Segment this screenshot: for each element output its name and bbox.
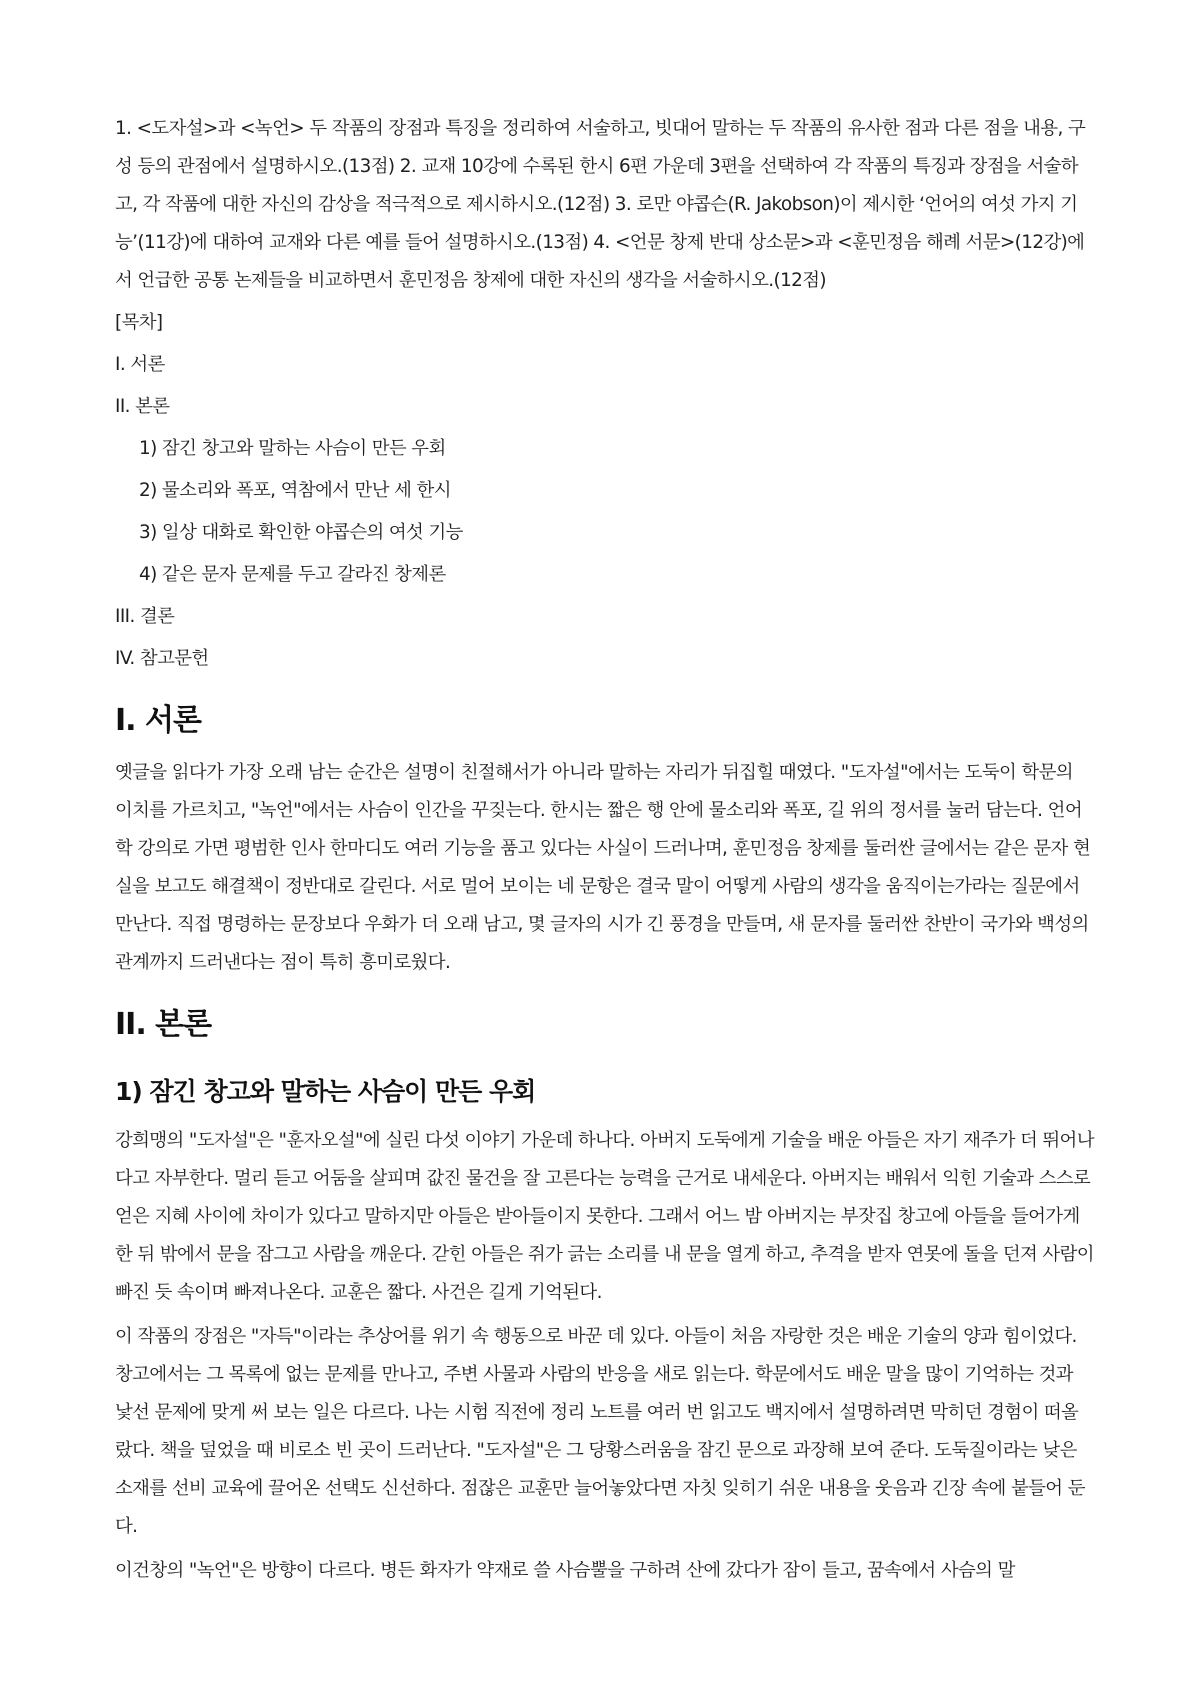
- toc-item-body-3: 3) 일상 대화로 확인한 야콥슨의 여섯 기능: [139, 522, 463, 543]
- toc-item-body-2: 2) 물소리와 폭포, 역참에서 만난 세 한시: [139, 480, 451, 501]
- assignment-questions: 1. <도자설>과 <녹언> 두 작품의 장점과 특징을 정리하여 서술하고, 빗대어 말하는 두 작품의 유사한 점과 다른 점을 내용, 구성 등의 관점에서 설명하시오.(13점) 2. 교재 10강에 수록된 한시 6편 가운데 3편을 선택하여 각 작품의 특징과 장점을 서술하고, 각 작품에 대한 자신의 감상을 적극적으로 제시하시오.(12점) 3. 로만 야콥슨(R. Jakobson)이 제시한 ‘언어의 여섯 가지 기능’(11강)에 대하여 교재와 다른 예를 들어 설명하시오.(13점) 4. <언문 창제 반대 상소문>과 <훈민정음 해례 서문>(12강)에서 언급한 공통 논제들을 비교하면서 훈민정음 창제에 대한 자신의 생각을 서술하시오.(12점): [115, 118, 1086, 291]
- section-1-paragraph: 강희맹의 "도자설"은 "훈자오설"에 실린 다섯 이야기 가운데 하나다. 아버지 도둑에게 기술을 배운 아들은 자기 재주가 더 뛰어나다고 자부한다. 멀리 듣고 어둠을 살피며 값진 물건을 잘 고른다는 능력을 근거로 내세운다. 아버지는 배워서 익힌 기술과 스스로 얻은 지혜 사이에 차이가 있다고 말하지만 아들은 받아들이지 못한다. 그래서 어느 밤 아버지는 부잣집 창고에 아들을 들어가게 한 뒤 밖에서 문을 잠그고 사람을 깨운다. 갇힌 아들은 쥐가 긁는 소리를 내 문을 열게 하고, 추격을 받자 연못에 돌을 던져 사람이 빠진 듯 속이며 빠져나온다. 교훈은 짧다. 사건은 길게 기억된다.: [115, 1130, 1094, 1303]
- toc-item-body: II. 본론: [115, 396, 170, 417]
- intro-heading: I. 서론: [115, 703, 201, 738]
- intro-paragraph: 옛글을 읽다가 가장 오래 남는 순간은 설명이 친절해서가 아니라 말하는 자리가 뒤집힐 때였다. "도자설"에서는 도둑이 학문의 이치를 가르치고, "녹언"에서는 사슴이 인간을 꾸짖는다. 한시는 짧은 행 안에 물소리와 폭포, 길 위의 정서를 눌러 담는다. 언어학 강의로 가면 평범한 인사 한마디도 여러 기능을 품고 있다는 사실이 드러나며, 훈민정음 창제를 둘러싼 글에서는 같은 문자 현실을 보고도 해결책이 정반대로 갈린다. 서로 멀어 보이는 네 문항은 결국 말이 어떻게 사람의 생각을 움직이는가라는 질문에서 만난다. 직접 명령하는 문장보다 우화가 더 오래 남고, 몇 글자의 시가 긴 풍경을 만들며, 새 문자를 둘러싼 찬반이 국가와 백성의 관계까지 드러낸다는 점이 특히 흥미로웠다.: [115, 762, 1091, 973]
- toc-heading: [목차]: [115, 312, 163, 333]
- section-1-heading: 1) 잠긴 창고와 말하는 사슴이 만든 우회: [115, 1077, 536, 1106]
- toc-item-body-4: 4) 같은 문자 문제를 두고 갈라진 창제론: [139, 564, 446, 585]
- body-heading: II. 본론: [115, 1007, 212, 1042]
- toc-item-intro: I. 서론: [115, 354, 165, 375]
- section-1-paragraph: 이건창의 "녹언"은 방향이 다르다. 병든 화자가 약재로 쓸 사슴뿔을 구하려 산에 갔다가 잠이 들고, 꿈속에서 사슴의 말: [115, 1560, 1015, 1581]
- toc-item-body-1: 1) 잠긴 창고와 말하는 사슴이 만든 우회: [139, 438, 446, 459]
- toc-item-references: IV. 참고문헌: [115, 648, 209, 669]
- toc-item-conclusion: III. 결론: [115, 606, 175, 627]
- section-1-paragraph: 이 작품의 장점은 "자득"이라는 추상어를 위기 속 행동으로 바꾼 데 있다. 아들이 처음 자랑한 것은 배운 기술의 양과 힘이었다. 창고에서는 그 목록에 없는 문제를 만나고, 주변 사물과 사람의 반응을 새로 읽는다. 학문에서도 배운 말을 많이 기억하는 것과 낯선 문제에 맞게 써 보는 일은 다르다. 나는 시험 직전에 정리 노트를 여러 번 읽고도 백지에서 설명하려면 막히던 경험이 떠올랐다. 책을 덮었을 때 비로소 빈 곳이 드러난다. "도자설"은 그 당황스러움을 잠긴 문으로 과장해 보여 준다. 도둑질이라는 낮은 소재를 선비 교육에 끌어온 선택도 신선하다. 점잖은 교훈만 늘어놓았다면 자칫 잊히기 쉬운 내용을 웃음과 긴장 속에 붙들어 둔다.: [115, 1326, 1085, 1537]
- document-page: [115, 110, 1095, 1596]
